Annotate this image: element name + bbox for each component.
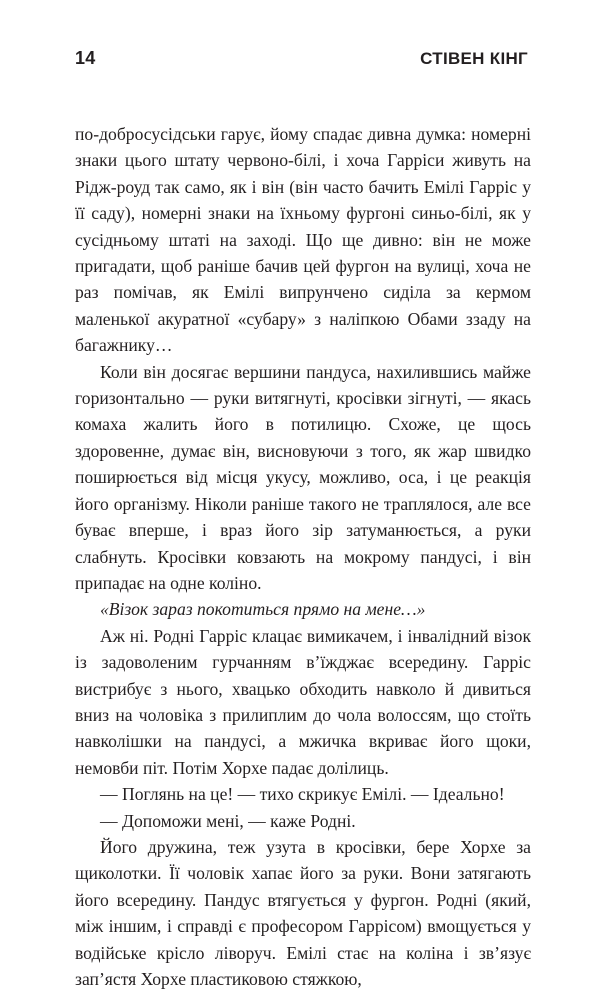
- paragraph: Його дружина, теж узута в кросівки, бере Хорхе за щиколотки. Її чоловік хапає його за руки. Вони затягають його всередину. Пандус втягується у фургон. Родні (який, між іншим, і справді є професором Гаррісом) вмощується у водійське крісло ліворуч. Емілі стає на коліна і зв’язує зап’ястя Хорхе пластиковою стяжкою,: [75, 836, 531, 989]
- running-head: СТІВЕН КІНГ: [420, 49, 528, 68]
- paragraph: Коли він досягає вершини пандуса, нахилившись майже горизонтально — руки витягнуті, кросівки зігнуті, — якась комаха жалить його в потилицю. Схоже, це щось здоровенне, думає він, висновуючи з того, як жар швидко поширюється від місця укусу, можливо, оса, і це реакція його організму. Ніколи раніше такого не траплялося, але все буває вперше, і враз його зір затуманюється, а руки слабнуть. Кросівки ковзають на мокрому пандусі, і він припадає на одне коліно.: [75, 361, 531, 593]
- body-text: [75, 121, 531, 992]
- paragraph: по-добросусідськи гарує, йому спадає дивна думка: номерні знаки цього штату червоно-білі, і хоча Гарріси живуть на Рідж-роуд так само, як і він (він часто бачить Емілі Гарріс у її саду), номерні знаки на їхньому фургоні синьо-білі, як у сусідньому штаті на заході. Що ще дивно: він не може пригадати, щоб раніше бачив цей фургон на вулиці, хоча не раз помічав, як Емілі випрунчено сиділа за кермом маленької акуратної «субару» з наліпкою Обами ззаду на багажнику…: [75, 124, 531, 356]
- paragraph: Аж ні. Родні Гарріс клацає вимикачем, і інвалідний візок із задоволеним гурчанням в’їжджає всередину. Гарріс вистрибує з нього, хвацько обходить навколо й дивиться вниз на чоловіка з прилиплим до чола волоссям, що стоїть навколішки на пандусі, а мжичка вкриває його щоки, немовби піт. Потім Хорхе падає долілиць.: [75, 625, 531, 778]
- page-number: 14: [75, 48, 96, 68]
- quote-paragraph: «Візок зараз покотиться прямо на мене…»: [100, 599, 426, 620]
- dialogue-paragraph: — Допоможи мені, — каже Родні.: [100, 810, 356, 831]
- page-header: [75, 48, 528, 72]
- dialogue-paragraph: — Поглянь на це! — тихо скрикує Емілі. — Ідеально!: [100, 784, 505, 805]
